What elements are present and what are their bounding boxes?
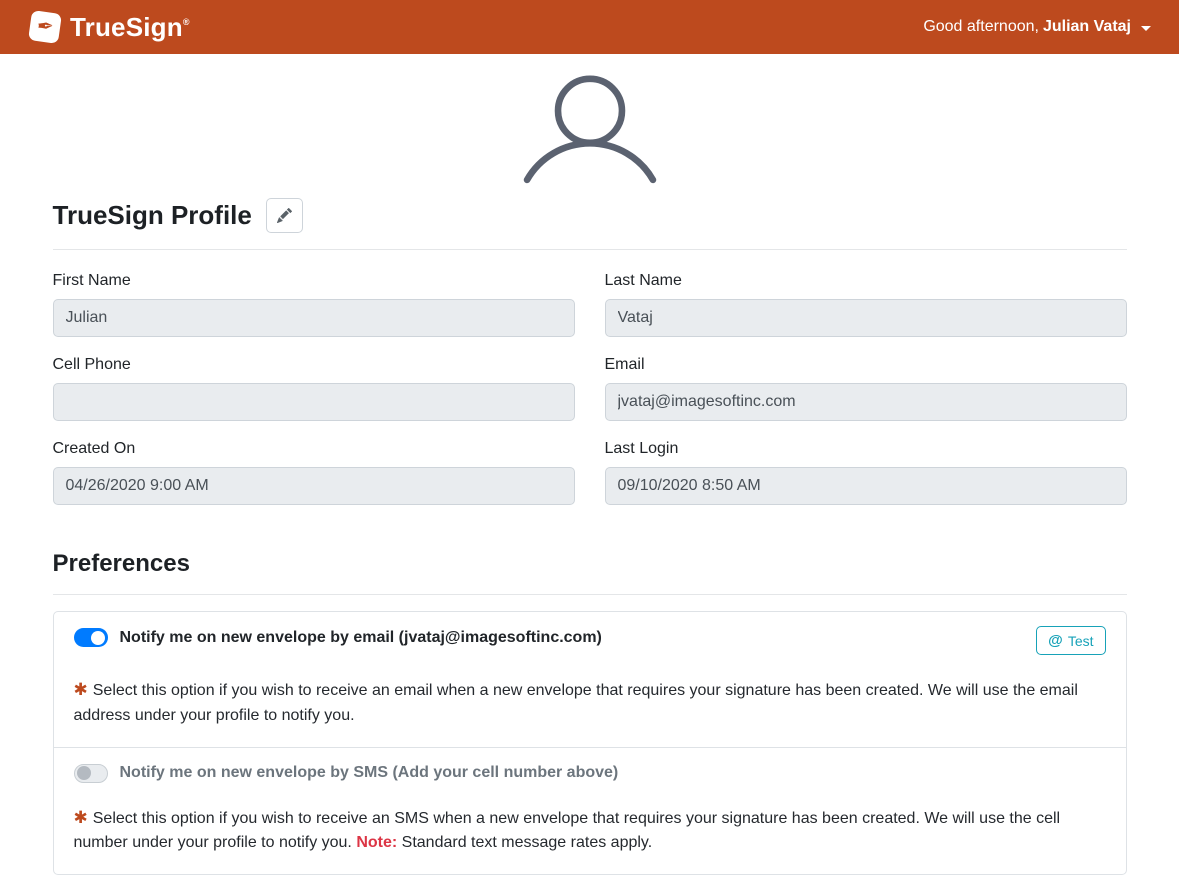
page-title: TrueSign Profile bbox=[52, 200, 252, 230]
pencil-icon bbox=[277, 208, 292, 223]
last-name-group bbox=[605, 272, 1127, 337]
created-on-label: Created On bbox=[52, 440, 136, 457]
note-highlight: Note: bbox=[356, 834, 398, 852]
person-icon bbox=[523, 62, 657, 184]
email-notification-section bbox=[54, 612, 1126, 747]
preferences-card bbox=[53, 611, 1127, 875]
created-on-field[interactable] bbox=[53, 467, 575, 505]
test-email-button[interactable]: @ Test bbox=[1036, 626, 1105, 655]
first-name-field[interactable] bbox=[53, 299, 575, 337]
brand-name: TrueSign® bbox=[70, 11, 190, 42]
email-notification-note: ✱ Select this option if you wish to receive an email when a new envelope that requires your signature has been created. We will use the email address under your profile to notify you. bbox=[73, 680, 1078, 724]
cell-phone-label: Cell Phone bbox=[52, 356, 131, 373]
edit-profile-button[interactable] bbox=[266, 198, 303, 233]
sms-notification-note: ✱ Select this option if you wish to receive an SMS when a new envelope that requires your signature has been created. We will use the cell number under your profile to notify you. Note: Standard text message rates apply. bbox=[73, 807, 1061, 852]
last-name-label: Last Name bbox=[604, 272, 682, 289]
email-group bbox=[605, 356, 1127, 421]
app-header bbox=[0, 0, 1179, 54]
sms-notification-toggle[interactable] bbox=[74, 764, 108, 783]
last-login-label: Last Login bbox=[604, 440, 679, 457]
sms-notification-label: Notify me on new envelope by SMS (Add your cell number above) bbox=[119, 764, 619, 782]
user-menu[interactable] bbox=[923, 18, 1151, 36]
email-notification-label: Notify me on new envelope by email (jvataj@imagesoftinc.com) bbox=[119, 628, 602, 646]
last-login-group bbox=[605, 440, 1127, 505]
last-name-field[interactable] bbox=[605, 299, 1127, 337]
profile-avatar bbox=[53, 54, 1127, 184]
registered-mark: ® bbox=[182, 16, 190, 27]
preferences-title: Preferences bbox=[52, 550, 190, 577]
asterisk-icon: ✱ bbox=[73, 680, 88, 699]
cell-phone-group bbox=[53, 356, 575, 421]
first-name-group bbox=[53, 272, 575, 337]
profile-form bbox=[53, 272, 1127, 524]
email-label: Email bbox=[604, 356, 645, 373]
user-name: Julian Vataj bbox=[1042, 18, 1131, 35]
asterisk-icon: ✱ bbox=[73, 807, 88, 827]
last-login-field[interactable] bbox=[605, 467, 1127, 505]
chevron-down-icon bbox=[1141, 26, 1151, 31]
created-on-group bbox=[53, 440, 575, 505]
first-name-label: First Name bbox=[52, 272, 131, 289]
email-field[interactable] bbox=[605, 383, 1127, 421]
divider bbox=[53, 249, 1127, 250]
sms-notification-section bbox=[54, 747, 1126, 875]
cell-phone-field[interactable] bbox=[53, 383, 575, 421]
at-icon: @ bbox=[1048, 632, 1063, 649]
truesign-logo[interactable] bbox=[30, 12, 190, 43]
divider bbox=[53, 594, 1127, 595]
greeting-text: Good afternoon, bbox=[923, 18, 1039, 35]
truesign-pen-icon: ✒ bbox=[28, 10, 62, 44]
email-notification-toggle[interactable] bbox=[74, 628, 108, 647]
